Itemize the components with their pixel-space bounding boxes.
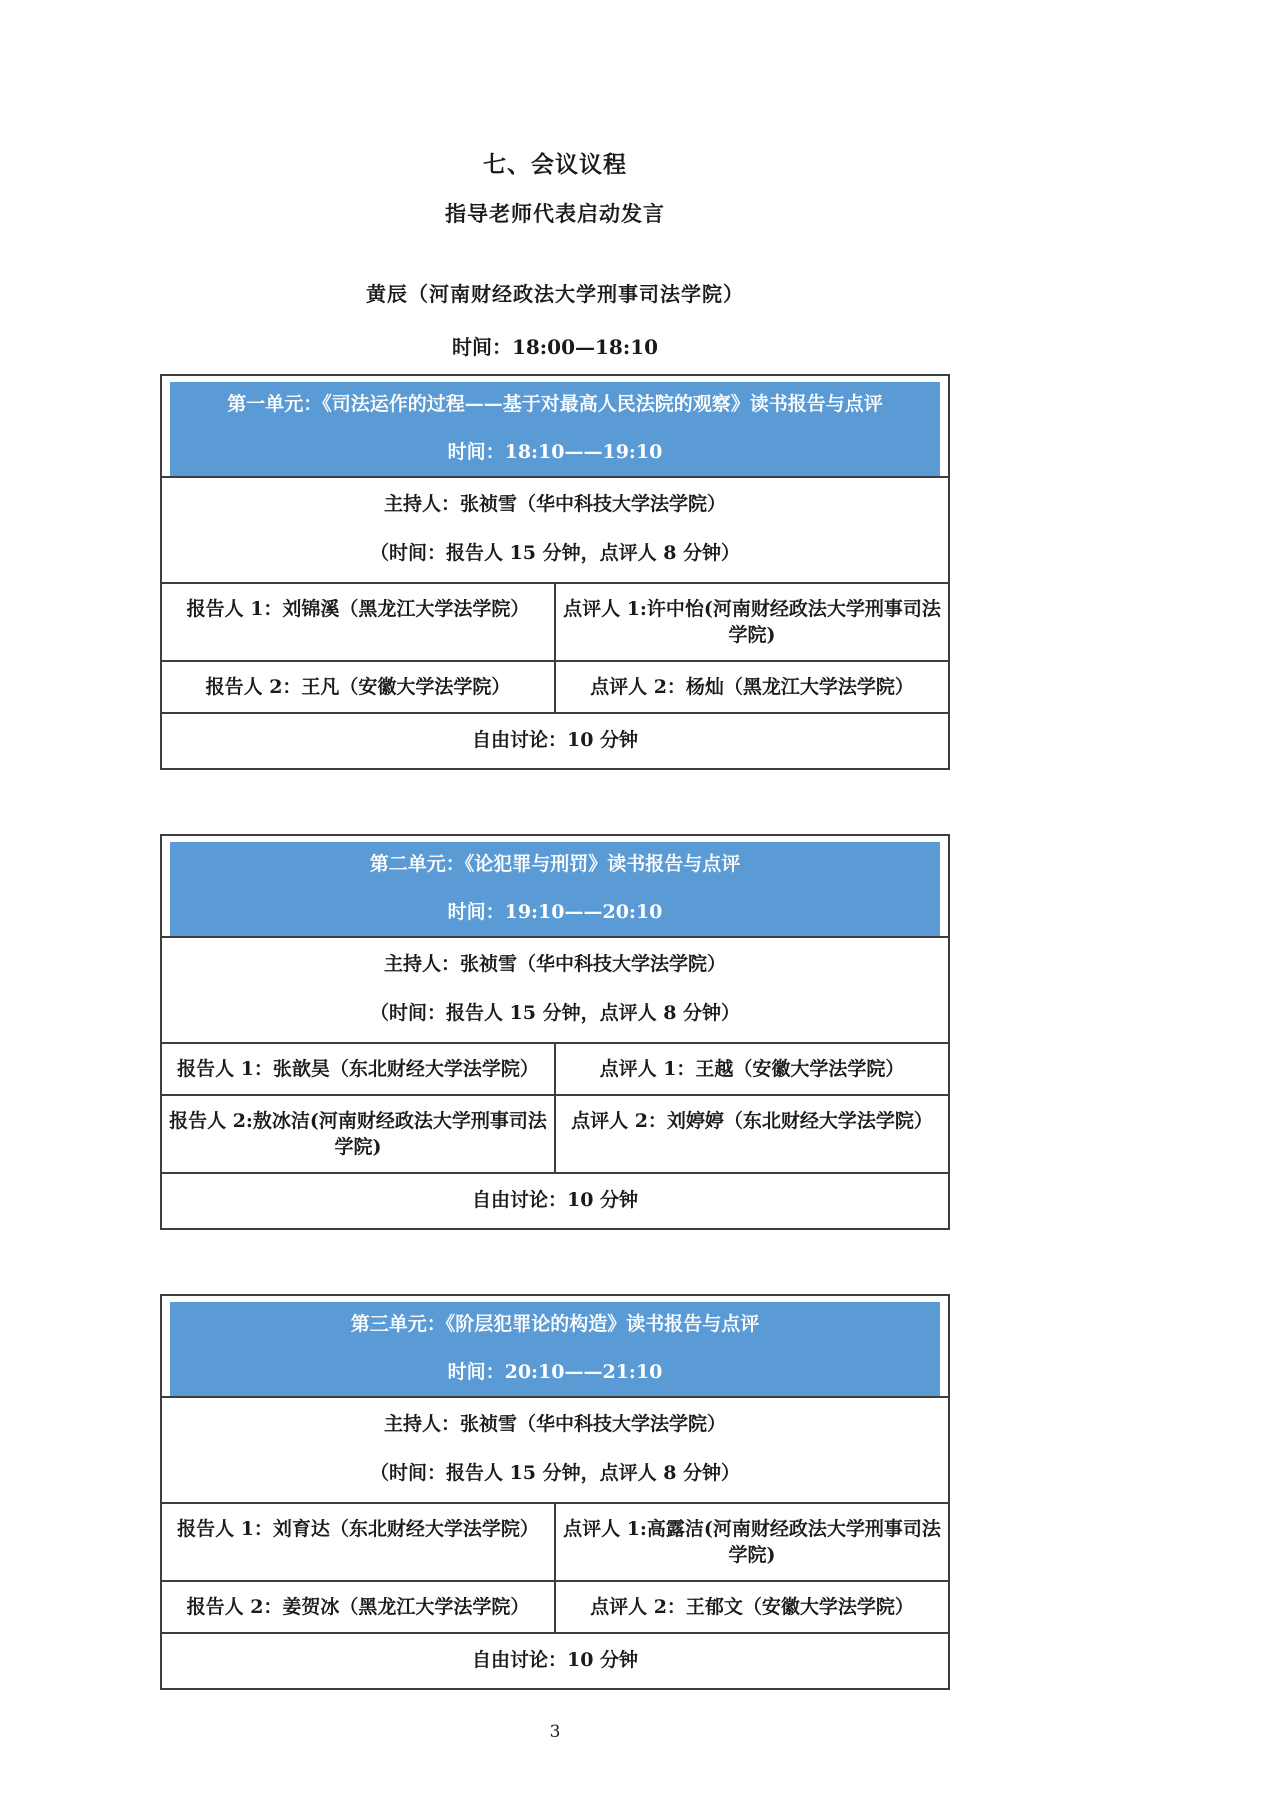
table-row: [162, 1094, 948, 1172]
unit-3-commentator-1-cell: 点评人 1:高露洁(河南财经政法大学刑事司法学院): [563, 1518, 941, 1566]
unit-1-host-row: [162, 476, 948, 582]
document-page: [160, 0, 950, 1690]
unit-2-presenter-2-cell: 报告人 2:敖冰洁(河南财经政法大学刑事司法学院): [162, 1096, 556, 1172]
page-title: 七、会议议程: [483, 151, 627, 177]
unit-table-1: [160, 374, 950, 770]
opening-time-line: 时间：18:00—18:10: [451, 335, 659, 359]
unit-1-presenter-1-cell: 报告人 1：刘锦溪（黑龙江大学法学院）: [162, 584, 556, 660]
unit-table-2: [160, 834, 950, 1230]
unit-3-time: 时间：20:10——21:10: [447, 1361, 663, 1383]
unit-3-commentator-2-cell: 点评人 2：王郁文（安徽大学法学院）: [590, 1596, 914, 1618]
unit-table-3: [160, 1294, 950, 1690]
unit-1-title: 第一单元：《司法运作的过程——基于对最高人民法院的观察》读书报告与点评: [227, 393, 883, 415]
unit-1-free-discussion: 自由讨论：10 分钟: [162, 712, 948, 768]
unit-3-host: 主持人：张祯雪（华中科技大学法学院）: [383, 1413, 726, 1435]
unit-3-title: 第三单元：《阶层犯罪论的构造》读书报告与点评: [350, 1313, 760, 1335]
unit-3-header: [170, 1302, 940, 1396]
unit-1-time-note: （时间：报告人 15 分钟，点评人 8 分钟）: [369, 542, 741, 564]
unit-3-presenter-1-cell: 报告人 1：刘育达（东北财经大学法学院）: [162, 1504, 556, 1580]
unit-3-presenter-2-cell: 报告人 2：姜贺冰（黑龙江大学法学院）: [162, 1582, 556, 1632]
table-row: [162, 1502, 948, 1580]
unit-1-commentator-2-cell: 点评人 2：杨灿（黑龙江大学法学院）: [590, 676, 914, 698]
unit-2-header: [170, 842, 940, 936]
unit-3-free-discussion: 自由讨论：10 分钟: [162, 1632, 948, 1688]
unit-2-host: 主持人：张祯雪（华中科技大学法学院）: [383, 953, 726, 975]
table-spacer: [160, 770, 950, 820]
table-row: [162, 582, 948, 660]
unit-2-free-discussion: 自由讨论：10 分钟: [162, 1172, 948, 1228]
unit-1-commentator-1-cell: 点评人 1:许中怡(河南财经政法大学刑事司法学院): [563, 598, 941, 646]
unit-2-time-note: （时间：报告人 15 分钟，点评人 8 分钟）: [369, 1002, 741, 1024]
table-row: [162, 1580, 948, 1632]
unit-2-host-row: [162, 936, 948, 1042]
unit-1-header: [170, 382, 940, 476]
unit-1-presenter-2-cell: 报告人 2：王凡（安徽大学法学院）: [162, 662, 556, 712]
page-number: 3: [549, 1722, 561, 1742]
unit-1-time: 时间：18:10——19:10: [447, 441, 663, 463]
table-row: [162, 1042, 948, 1094]
page-subtitle: 指导老师代表启动发言: [445, 203, 665, 226]
unit-2-time: 时间：19:10——20:10: [447, 901, 663, 923]
unit-2-commentator-1-cell: 点评人 1：王越（安徽大学法学院）: [599, 1058, 905, 1080]
speaker-line: 黄辰（河南财经政法大学刑事司法学院）: [366, 282, 744, 306]
unit-2-title: 第二单元：《论犯罪与刑罚》读书报告与点评: [369, 853, 741, 875]
unit-1-host: 主持人：张祯雪（华中科技大学法学院）: [383, 493, 726, 515]
table-row: [162, 660, 948, 712]
unit-3-time-note: （时间：报告人 15 分钟，点评人 8 分钟）: [369, 1462, 741, 1484]
unit-2-presenter-1-cell: 报告人 1：张歆昊（东北财经大学法学院）: [162, 1044, 556, 1094]
unit-3-host-row: [162, 1396, 948, 1502]
unit-2-commentator-2-cell: 点评人 2：刘婷婷（东北财经大学法学院）: [571, 1110, 933, 1132]
table-spacer: [160, 1230, 950, 1280]
